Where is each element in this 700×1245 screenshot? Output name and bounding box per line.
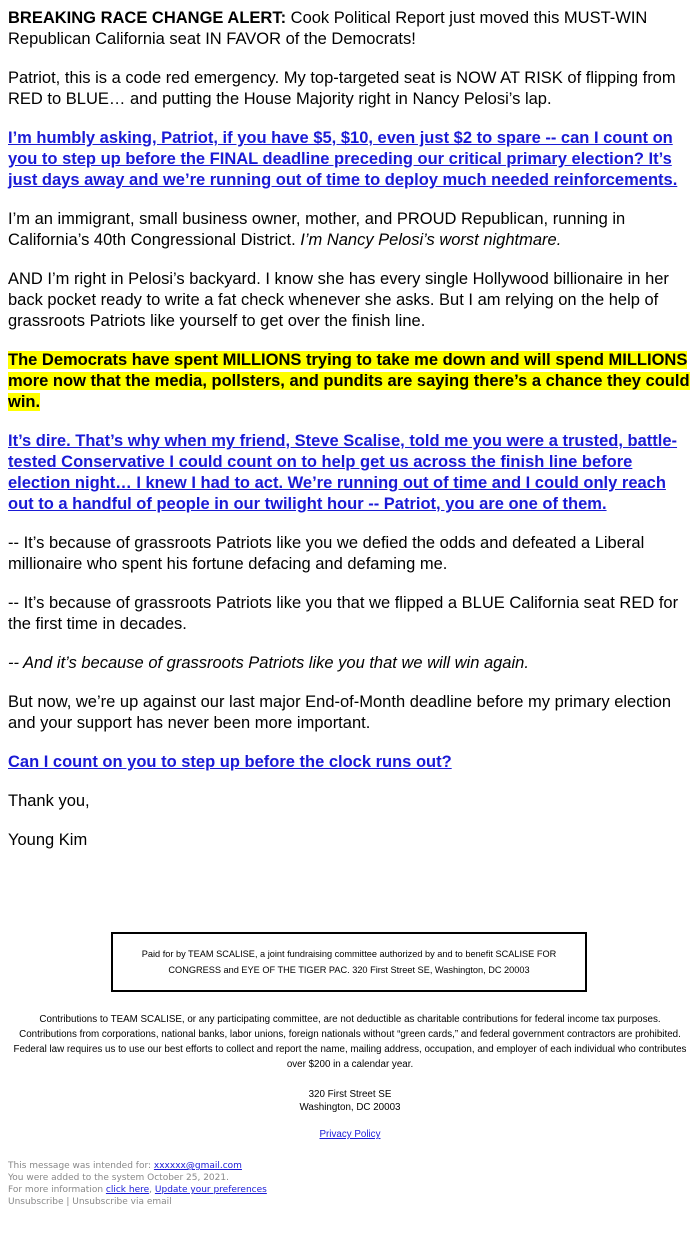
unsubscribe-separator: | [63, 1197, 73, 1207]
privacy-policy-link[interactable]: Privacy Policy [319, 1129, 381, 1140]
intro-italic: I’m Nancy Pelosi’s worst nightmare. [300, 231, 562, 249]
bullet-3: -- And it’s because of grassroots Patriots like you that we will win again. [8, 654, 529, 672]
legal-notice: Contributions to TEAM SCALISE, or any participating committee, are not deductible as charitable contributions for federal income tax purposes. Contributions from corporations, national banks, labor unions, foreign nationals without “green cards,” and federal government contractors are prohibited. Federal law requires us to use our best efforts to collect and report the name, mailing address, occupation, and employer of each individual who contributes over $200 in a calendar year. [13, 1014, 687, 1070]
highlight-text: The Democrats have spent MILLIONS trying to take me down and will spend MILLIONS more now that the media, pollsters, and pundits are saying there’s a chance they could win. [8, 351, 690, 411]
alert-text: Cook Political Report just moved this MUST-WIN Republican California seat IN FAVOR of the Democrats! [8, 9, 648, 48]
privacy-row [0, 1129, 700, 1140]
intended-prefix: This message was intended for: [8, 1161, 154, 1171]
backyard-paragraph: AND I’m right in Pelosi’s backyard. I know she has every single Hollywood billionaire in her back pocket ready to write a fat check whenever she asks. But I am relying on the help of grassroots Patriots like yourself to get over the finish line. [8, 270, 669, 330]
bullet-1: -- It’s because of grassroots Patriots like you we defied the odds and defeated a Liberal millionaire who spent his fortune defacing and defaming me. [8, 534, 645, 573]
intro-paragraph [8, 209, 692, 251]
update-preferences-link[interactable]: Update your preferences [154, 1185, 267, 1195]
unsubscribe-link[interactable]: Unsubscribe [8, 1197, 64, 1207]
address-line-1: 320 First Street SE [308, 1089, 392, 1100]
emergency-paragraph: Patriot, this is a code red emergency. My top-targeted seat is NOW AT RISK of flipping from RED to BLUE… and putting the House Majority right in Nancy Pelosi’s lap. [8, 69, 676, 108]
mailing-address [0, 1088, 700, 1114]
info-comma: , [149, 1185, 155, 1195]
donate-link-1[interactable]: I’m humbly asking, Patriot, if you have $5, $10, even just $2 to spare -- can I count on you to step up before the FINAL deadline preceding our critical primary election? It’s just days away and we’re running out of time to deploy much needed reinforcements. [8, 129, 678, 189]
deadline-paragraph: But now, we’re up against our last major End-of-Month deadline before my primary election and your support has never been more important. [8, 693, 672, 732]
paid-for-disclaimer [111, 932, 587, 992]
click-here-link[interactable]: click here [105, 1185, 150, 1195]
recipient-email-link[interactable]: xxxxxx@gmail.com [153, 1161, 242, 1171]
bullet-2: -- It’s because of grassroots Patriots like you that we flipped a BLUE California seat RED for the first time in decades. [8, 594, 679, 633]
footer-meta [8, 1160, 267, 1208]
intro-text: I’m an immigrant, small business owner, mother, and PROUD Republican, running in California’s 40th Congressional District. [8, 210, 626, 249]
highlight-paragraph [8, 350, 692, 413]
alert-paragraph [8, 8, 692, 50]
signature-name: Young Kim [8, 831, 88, 849]
more-info-line [8, 1184, 267, 1196]
donate-link-3[interactable]: Can I count on you to step up before the clock runs out? [8, 753, 452, 771]
alert-lead: BREAKING RACE CHANGE ALERT: [8, 9, 287, 27]
info-prefix: For more information [8, 1185, 106, 1195]
added-line: You were added to the system October 25, 2021. [8, 1173, 229, 1183]
closing-text: Thank you, [8, 792, 90, 810]
intended-for-line [8, 1160, 267, 1172]
donate-link-2[interactable]: It’s dire. That’s why when my friend, Steve Scalise, told me you were a trusted, battle-tested Conservative I could count on to help get us across the finish line before election night… I knew I had to act. We’re running out of time and I could only reach out to a handful of people in our twilight hour -- Patriot, you are one of them. [8, 432, 678, 513]
unsubscribe-line [8, 1196, 267, 1208]
disclaimer-text: Paid for by TEAM SCALISE, a joint fundraising committee authorized by and to benefit SCALISE FOR CONGRESS and EYE OF THE TIGER PAC. 320 First Street SE, Washington, DC 20003 [141, 949, 557, 975]
unsubscribe-email-link[interactable]: Unsubscribe via email [72, 1197, 172, 1207]
address-line-2: Washington, DC 20003 [299, 1102, 401, 1113]
